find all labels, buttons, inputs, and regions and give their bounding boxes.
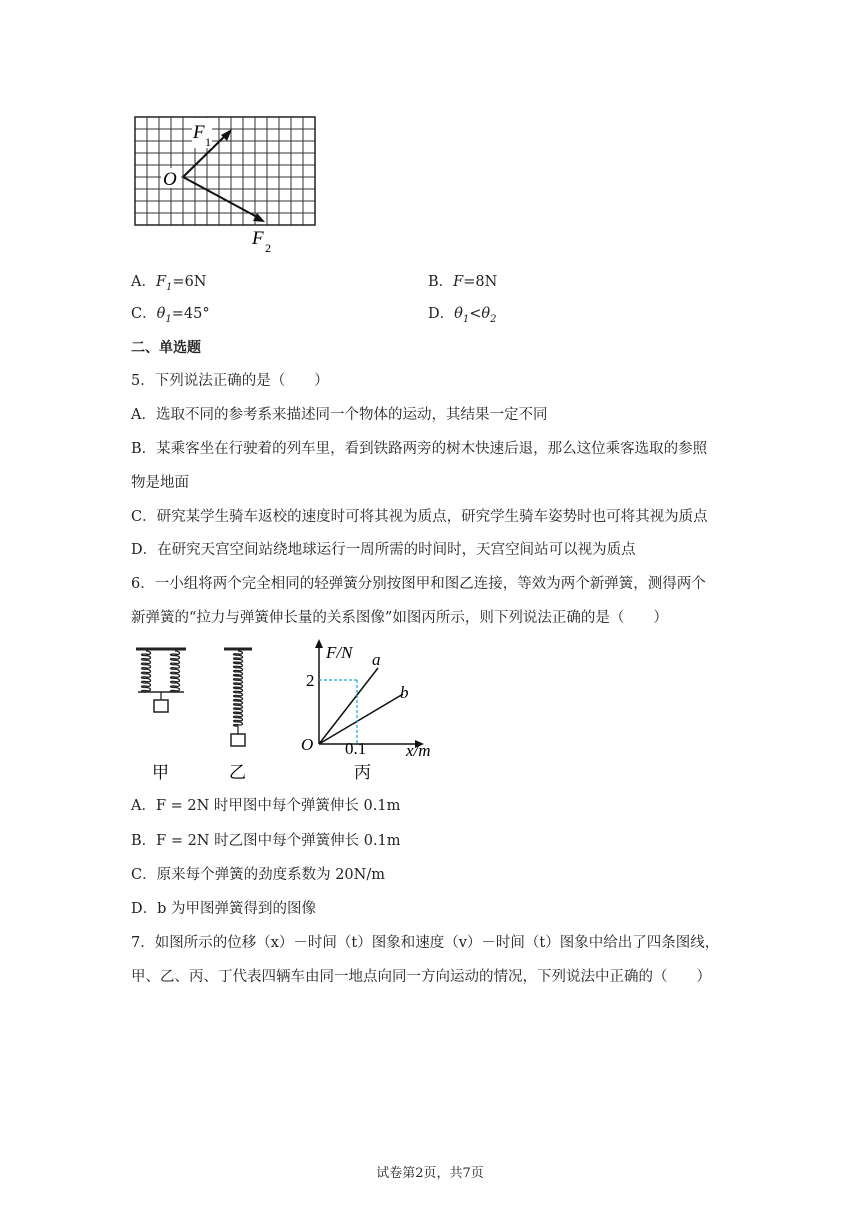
q6-option-c[interactable]: C．原来每个弹簧的劲度系数为 20N/m — [131, 867, 385, 883]
q4-option-c[interactable]: C．$\theta_1=45^\circ$ — [131, 306, 210, 325]
q5-option-a[interactable]: A．选取不同的参考系来描述同一个物体的运动，其结果一定不同 — [131, 407, 548, 423]
q4-option-b[interactable]: B．F=8N — [428, 274, 498, 290]
q6-option-a[interactable]: A．F = 2N 时甲图中每个弹簧伸长 0.1m — [131, 798, 401, 814]
section-heading: 二、单选题 — [131, 340, 201, 356]
tick-x-label: 0.1 — [345, 739, 367, 758]
origin-label: O — [163, 169, 177, 190]
q6-stem-line2: 新弹簧的“拉力与弹簧伸长量的关系图像”如图丙所示，则下列说法正确的是（ ） — [131, 610, 668, 626]
axis-y-label: F/N — [326, 643, 353, 662]
f2-subscript: 2 — [265, 241, 271, 255]
q4-option-a[interactable]: A．$F_1=6N$ — [131, 274, 207, 293]
spring-figure — [128, 638, 468, 788]
force-vector-figure — [128, 110, 328, 260]
label-bing: 丙 — [354, 763, 371, 782]
label-jia: 甲 — [152, 763, 169, 782]
q6-stem-line1: 6．一小组将两个完全相同的轻弹簧分别按图甲和图乙连接，等效为两个新弹簧，测得两个 — [131, 576, 706, 592]
f1-label: F — [193, 122, 205, 143]
line-a-label: a — [372, 650, 381, 669]
label-yi: 乙 — [229, 763, 246, 782]
tick-y-label: 2 — [306, 671, 315, 690]
q6-option-d[interactable]: D．b 为甲图弹簧得到的图像 — [131, 901, 317, 917]
line-b-label: b — [400, 683, 409, 702]
spring-yi-drawing — [224, 649, 252, 746]
q6-option-b[interactable]: B．F = 2N 时乙图中每个弹簧伸长 0.1m — [131, 833, 401, 849]
q7-stem-line1: 7．如图所示的位移（x）－时间（t）图象和速度（v）－时间（t）图象中给出了四条图线， — [131, 935, 720, 951]
q5-option-b-line2[interactable]: 物是地面 — [131, 475, 189, 491]
f1-subscript: 1 — [205, 135, 211, 149]
spring-jia-drawing — [136, 649, 186, 712]
q5-stem: 5．下列说法正确的是（ ） — [131, 373, 329, 389]
q5-option-c[interactable]: C．研究某学生骑车返校的速度时可将其视为质点，研究学生骑车姿势时也可将其视为质点 — [131, 509, 708, 525]
q7-stem-line2: 甲、乙、丙、丁代表四辆车由同一地点向同一方向运动的情况，下列说法中正确的（ ） — [131, 969, 711, 985]
q4-option-d[interactable]: D．$\theta_1<\theta_2$ — [428, 306, 497, 325]
q5-option-d[interactable]: D．在研究天宫空间站绕地球运行一周所需的时间时，天宫空间站可以视为质点 — [131, 542, 636, 558]
force-extension-graph — [301, 639, 431, 782]
page-footer: 试卷第2页，共7页 — [376, 1166, 484, 1181]
axis-x-label: x/m — [406, 741, 431, 760]
q5-option-b-line1[interactable]: B．某乘客坐在行驶着的列车里，看到铁路两旁的树木快速后退，那么这位乘客选取的参照 — [131, 441, 708, 457]
f2-label: F — [252, 228, 264, 249]
origin-label: O — [301, 735, 314, 754]
